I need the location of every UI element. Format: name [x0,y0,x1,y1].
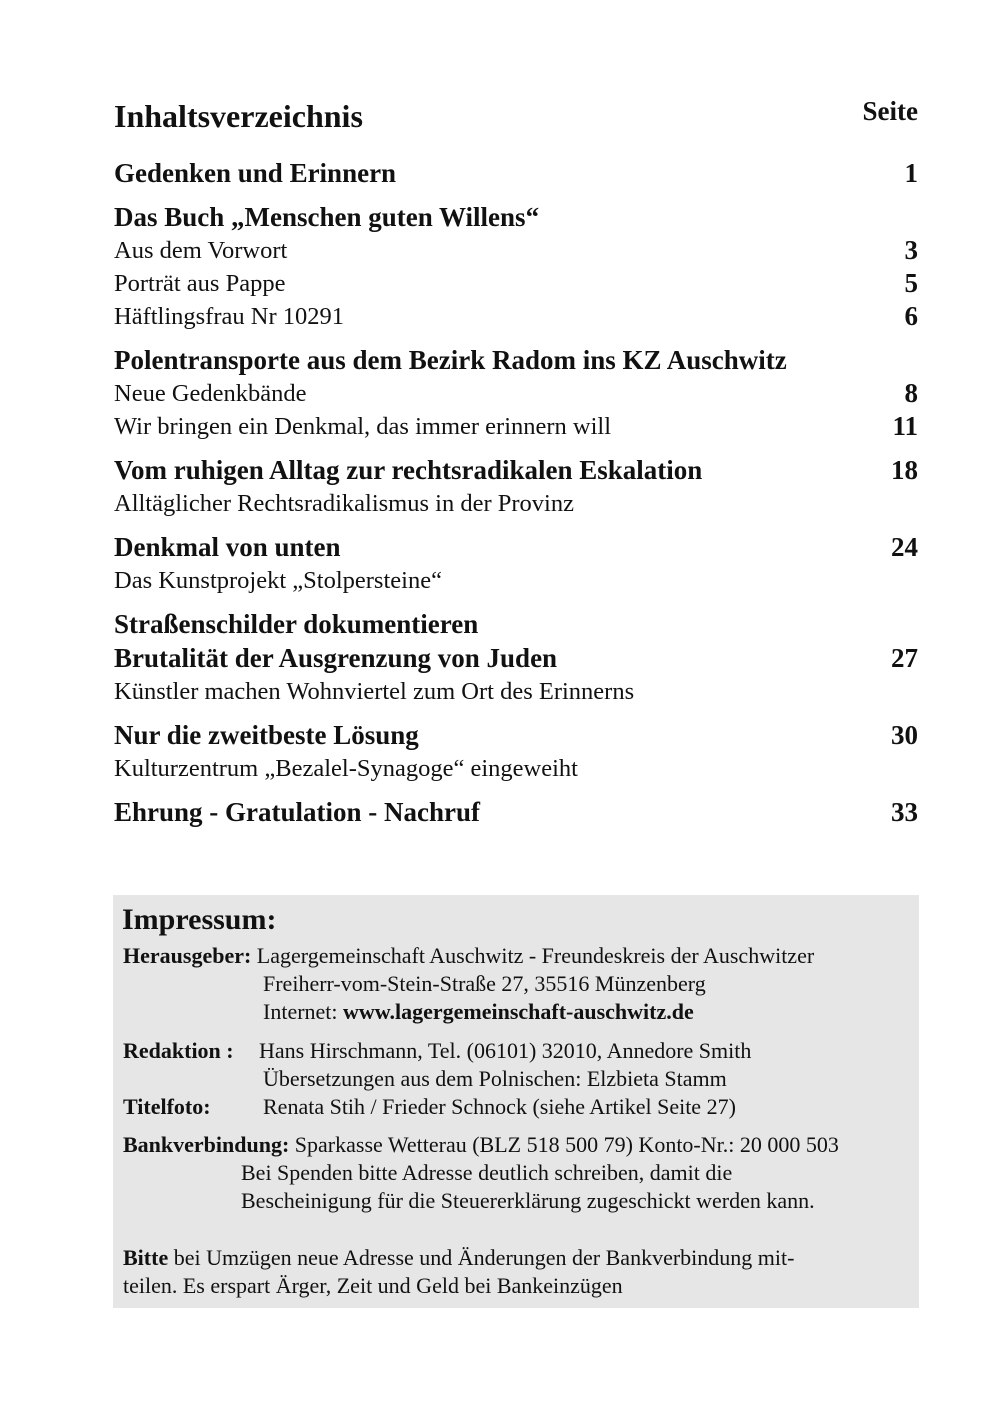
toc-entry [114,156,918,190]
toc-subentry-title: Wir bringen ein Denkmal, das immer erinnern will [114,413,612,440]
titelfoto-value: Renata Stih / Frieder Schnock (siehe Artikel Seite 27) [263,1094,736,1119]
toc-subentry[interactable] [114,675,918,708]
toc-title: Inhaltsverzeichnis [114,98,363,134]
toc-subentry[interactable] [114,234,918,267]
toc-entry-title-row[interactable] [114,453,918,487]
toc-subentry-title: Alltäglicher Rechtsradikalismus in der Provinz [114,490,574,517]
herausgeber-label: Herausgeber: [123,943,252,968]
toc-entry-title: Polentransporte aus dem Bezirk Radom ins KZ Auschwitz [114,345,787,375]
herausgeber-address: Freiherr-vom-Stein-Straße 27, 35516 Münzenberg [263,971,706,996]
toc-entry [114,607,918,708]
herausgeber-line [123,943,814,969]
toc-subentry-title: Das Kunstprojekt „Stolpersteine“ [114,567,442,594]
toc-subentry-title: Kulturzentrum „Bezalel-Synagoge“ eingeweiht [114,755,578,782]
bank-label: Bankverbindung: [123,1132,290,1157]
toc-entry [114,530,918,597]
toc-entry-title: Nur die zweitbeste Lösung [114,720,419,750]
bank-line [123,1132,839,1158]
titelfoto-line [123,1094,211,1120]
toc-subentry-title: Künstler machen Wohnviertel zum Ort des Erinnerns [114,678,635,705]
toc-entry-title-row[interactable] [114,607,918,641]
bitte-line [123,1245,794,1271]
toc-subentry[interactable] [114,487,918,520]
internet-line [263,999,694,1025]
bitte-label: Bitte [123,1245,169,1270]
toc-entry-title-row[interactable] [114,156,918,190]
toc-subentry-page: 5 [904,268,918,298]
toc-entry-title-row[interactable] [114,718,918,752]
toc-entry-title: Straßenschilder dokumentieren [114,609,479,639]
toc-entry-page: 30 [891,720,918,750]
toc-entry-page: 33 [891,797,918,827]
bitte-text-2: teilen. Es erspart Ärger, Zeit und Geld bei Bankeinzügen [123,1273,623,1298]
toc-entry-title: Vom ruhigen Alltag zur rechtsradikalen Eskalation [114,455,703,485]
toc-header [114,98,918,146]
bank-value: Sparkasse Wetterau (BLZ 518 500 79) Konto-Nr.: 20 000 503 [294,1132,839,1157]
toc-subentry-title: Neue Gedenkbände [114,380,307,407]
redaktion-translation: Übersetzungen aus dem Polnischen: Elzbieta Stamm [263,1066,727,1091]
redaktion-line [123,1038,234,1064]
bank-note-1: Bei Spenden bitte Adresse deutlich schreiben, damit die [241,1160,733,1185]
toc-entry [114,200,918,333]
toc-entry-page: 18 [891,455,918,485]
herausgeber-value: Lagergemeinschaft Auschwitz - Freundeskreis der Auschwitzer [256,943,815,968]
toc-entry-title: Das Buch „Menschen guten Willens“ [114,202,540,232]
table-of-contents [114,98,918,829]
toc-entry-title-row[interactable] [114,795,918,829]
internet-label: Internet: [263,999,338,1024]
toc-subentry-page: 6 [904,301,918,331]
toc-entry-title: Denkmal von unten [114,532,341,562]
toc-subentry[interactable] [114,564,918,597]
toc-entry [114,453,918,520]
internet-link[interactable]: www.lagergemeinschaft-auschwitz.de [343,999,694,1024]
impressum-title: Impressum: [122,903,277,936]
impressum-box [113,895,919,1308]
toc-subentry-title: Aus dem Vorwort [114,237,288,264]
toc-entry-page: 1 [904,158,918,188]
toc-page-header: Seite [862,96,918,126]
toc-entry-title-line2: Brutalität der Ausgrenzung von Juden [114,643,558,673]
toc-entry-page: 27 [891,643,918,673]
toc-entry-title-row[interactable] [114,641,918,675]
toc-entry-title-row[interactable] [114,200,918,234]
toc-subentry[interactable] [114,300,918,333]
toc-entry-page: 24 [891,532,918,562]
toc-subentry-title: Häftlingsfrau Nr 10291 [114,303,344,330]
toc-subentry[interactable] [114,410,918,443]
toc-entry [114,795,918,829]
bank-note-2: Bescheinigung für die Steuererklärung zugeschickt werden kann. [241,1188,815,1213]
toc-entry-title-row[interactable] [114,530,918,564]
toc-subentry[interactable] [114,377,918,410]
toc-subentry-title: Porträt aus Pappe [114,270,286,297]
toc-entry [114,718,918,785]
toc-subentry-page: 11 [892,411,918,441]
titelfoto-label: Titelfoto: [123,1094,211,1119]
redaktion-label: Redaktion : [123,1038,234,1063]
toc-subentry-page: 8 [904,378,918,408]
toc-subentry-page: 3 [904,235,918,265]
toc-subentry[interactable] [114,267,918,300]
bitte-text-1: bei Umzügen neue Adresse und Änderungen der Bankverbindung mit- [173,1245,795,1270]
toc-entry-title-row[interactable] [114,343,918,377]
toc-subentry[interactable] [114,752,918,785]
redaktion-value: Hans Hirschmann, Tel. (06101) 32010, Annedore Smith [259,1038,752,1063]
toc-entry [114,343,918,443]
toc-entry-title: Ehrung - Gratulation - Nachruf [114,797,481,827]
toc-entry-title: Gedenken und Erinnern [114,158,397,188]
